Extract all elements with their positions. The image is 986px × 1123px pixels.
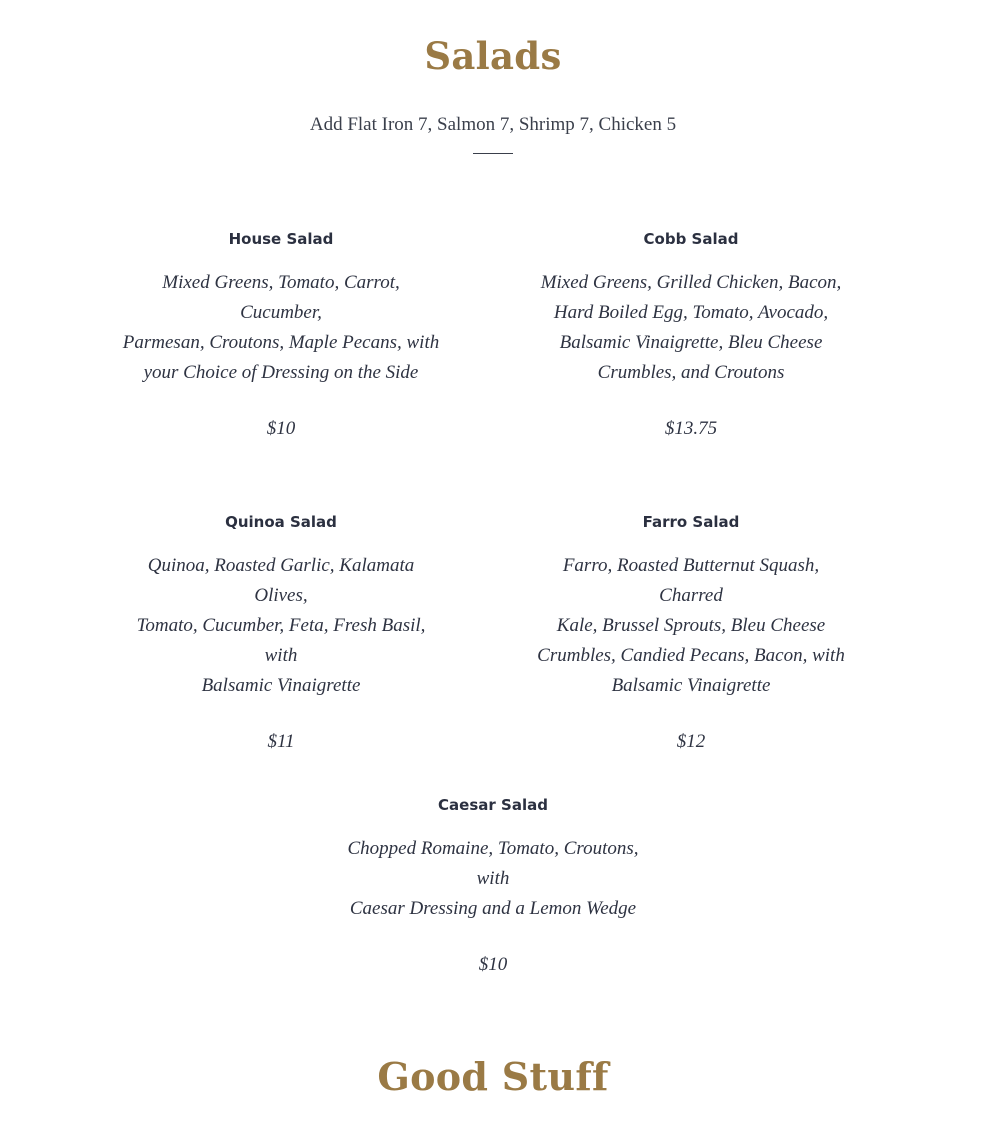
description-line: Balsamic Vinaigrette [201, 675, 361, 696]
description-line: Balsamic Vinaigrette, Bleu Cheese [559, 332, 823, 353]
description-line: your Choice of Dressing on the Side [143, 362, 419, 383]
menu-item-house-salad [121, 229, 441, 442]
menu-item-name: House Salad [228, 230, 334, 248]
section-title-salads: Salads [424, 34, 562, 78]
menu-item-farro-salad [531, 512, 851, 755]
description-line: Parmesan, Croutons, Maple Pecans, with [122, 332, 440, 353]
menu-item-price: $12 [676, 731, 706, 752]
description-line: Tomato, Cucumber, Feta, Fresh Basil, with [136, 615, 426, 666]
menu-item-price: $11 [267, 731, 295, 752]
menu-item-description [121, 551, 441, 701]
section-title-good-stuff: Good Stuff [377, 1054, 609, 1099]
description-line: Mixed Greens, Tomato, Carrot, Cucumber, [162, 272, 400, 323]
menu-item-name: Farro Salad [642, 513, 740, 531]
description-line: Chopped Romaine, Tomato, Croutons, with [347, 838, 639, 889]
description-line: Balsamic Vinaigrette [611, 675, 771, 696]
menu-item-description [333, 834, 653, 924]
menu-item-caesar-salad [333, 795, 653, 978]
menu-item-price: $10 [478, 954, 508, 975]
menu-item-cobb-salad [531, 229, 851, 442]
menu-item-price: $13.75 [664, 418, 718, 439]
menu-item-description [121, 268, 441, 388]
description-line: Crumbles, Candied Pecans, Bacon, with [537, 645, 845, 666]
description-line: Caesar Dressing and a Lemon Wedge [349, 898, 637, 919]
description-line: Hard Boiled Egg, Tomato, Avocado, [553, 302, 829, 323]
menu-item-description [531, 268, 851, 388]
menu-item-quinoa-salad [121, 512, 441, 755]
description-line: Mixed Greens, Grilled Chicken, Bacon, [540, 272, 842, 293]
title-divider [473, 153, 513, 154]
menu-item-description [531, 551, 851, 701]
salad-addons-note: Add Flat Iron 7, Salmon 7, Shrimp 7, Chicken 5 [309, 114, 677, 135]
description-line: Farro, Roasted Butternut Squash, Charred [562, 555, 820, 606]
description-line: Crumbles, and Croutons [597, 362, 785, 383]
description-line: Quinoa, Roasted Garlic, Kalamata Olives, [147, 555, 415, 606]
menu-item-name: Cobb Salad [643, 230, 739, 248]
menu-item-name: Caesar Salad [438, 796, 548, 814]
menu-item-name: Quinoa Salad [225, 513, 337, 531]
description-line: Kale, Brussel Sprouts, Bleu Cheese [556, 615, 826, 636]
menu-item-price: $10 [266, 418, 296, 439]
